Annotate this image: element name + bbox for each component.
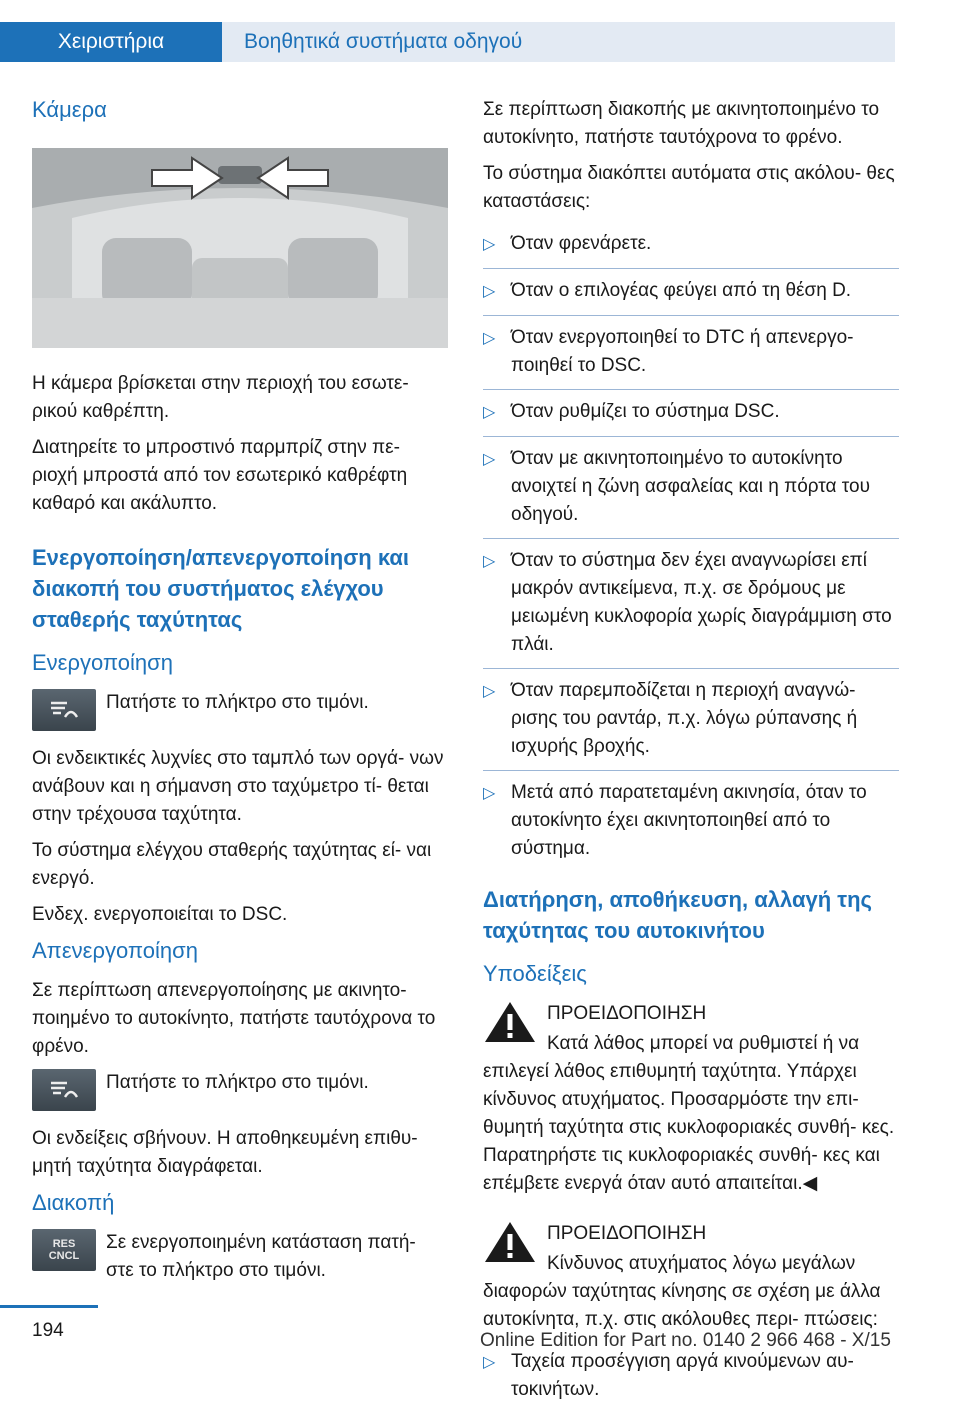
maintain-speed-heading: Διατήρηση, αποθήκευση, αλλαγή της ταχύτητας του αυτοκινήτου xyxy=(483,887,872,943)
activate-paragraph-1: Οι ενδεικτικές λυχνίες στο ταμπλό των οργά‐ νων ανάβουν και η σήμανση στο ταχύμετρο τί‐ θεται στην τρέχουσα ταχύτητα. xyxy=(32,748,444,825)
list-item: ▷ Όταν ενεργοποιηθεί το DTC ή απενεργο‐ ποιηθεί το DSC. xyxy=(483,316,899,390)
res-cncl-button-icon xyxy=(32,1229,96,1271)
edition-note: Online Edition for Part no. 0140 2 966 468 - X/15 xyxy=(480,1330,891,1351)
warning-triangle-icon xyxy=(483,1000,537,1044)
warning-2-title: ΠΡΟΕΙΔΟΠΟΙΗΣΗ xyxy=(547,1223,707,1244)
triangle-bullet-icon: ▷ xyxy=(483,330,496,347)
tab-controls: Χειριστήρια xyxy=(0,22,222,62)
activate-paragraph-3: Ενδεχ. ενεργοποιείται το DSC. xyxy=(32,904,288,925)
camera-heading: Κάμερα xyxy=(32,97,107,122)
activate-heading: Ενεργοποίηση xyxy=(32,650,173,675)
triangle-bullet-icon: ▷ xyxy=(483,404,496,421)
activate-paragraph-2: Το σύστημα ελέγχου σταθερής ταχύτητας εί‐ ναι ενεργό. xyxy=(32,840,432,889)
camera-paragraph-2: Διατηρείτε το μπροστινό παρμπρίζ στην πε‐ ριοχή μπροστά από τον εσωτερικό καθρέφτη καθαρό και ακάλυπτο. xyxy=(32,437,408,514)
list-item: ▷ Όταν με ακινητοποιημένο το αυτοκίνητο ανοιχτεί η ζώνη ασφαλείας και η πόρτα του οδηγού. xyxy=(483,437,899,539)
activate-instruction xyxy=(32,689,448,731)
interrupt-heading: Διακοπή xyxy=(32,1190,115,1215)
camera-paragraph-1: Η κάμερα βρίσκεται στην περιοχή του εσωτε‐ ρικού καθρέπτη. xyxy=(32,373,409,422)
list-item: ▷ Όταν παρεμποδίζεται η περιοχή αναγνώ‐ ρισης του ραντάρ, π.χ. λόγω ρύπανσης ή ισχυρής βροχής. xyxy=(483,669,899,771)
warning-2-list xyxy=(483,1342,899,1413)
res-label: RES xyxy=(52,1238,76,1250)
notes-heading: Υποδείξεις xyxy=(483,961,587,986)
cruise-control-button-icon xyxy=(32,689,96,731)
cncl-label: CNCL xyxy=(48,1250,80,1262)
list-item: ▷ Μετά από παρατεταμένη ακινησία, όταν το αυτοκίνητο έχει ακινητοποιηθεί από το σύστημα. xyxy=(483,771,899,872)
header-tabs xyxy=(0,22,895,62)
triangle-bullet-icon: ▷ xyxy=(483,236,496,253)
list-item: ▷ Όταν το σύστημα δεν έχει αναγνωρίσει επί μακρόν αντικείμενα, π.χ. σε δρόμους με μειωμένη κυκλοφορία χωρίς διαγράμμιση στο πλάι. xyxy=(483,539,899,669)
triangle-bullet-icon: ▷ xyxy=(483,683,496,700)
camera-location-photo xyxy=(32,148,448,348)
left-column xyxy=(32,96,448,1299)
interrupt-instruction xyxy=(32,1229,448,1285)
page-number: 194 xyxy=(32,1320,64,1341)
right-paragraph-1: Σε περίπτωση διακοπής με ακινητοποιημένο το αυτοκίνητο, πατήστε ταυτόχρονα το φρένο. xyxy=(483,99,880,148)
deactivate-paragraph-2: Οι ενδείξεις σβήνουν. Η αποθηκευμένη επιθυ‐ μητή ταχύτητα διαγράφεται. xyxy=(32,1128,418,1177)
interrupt-icon-text: Σε ενεργοποιημένη κατάσταση πατή‐ στε το πλήκτρο στο τιμόνι. xyxy=(106,1232,416,1281)
activate-icon-text: Πατήστε το πλήκτρο στο τιμόνι. xyxy=(106,692,369,713)
right-column xyxy=(483,96,899,1423)
deactivate-instruction xyxy=(32,1069,448,1111)
interrupt-conditions-list xyxy=(483,224,899,872)
deactivate-paragraph-1: Σε περίπτωση απενεργοποίησης με ακινητο‐ ποιημένο το αυτοκίνητο, πατήστε ταυτόχρονα το φρένο. xyxy=(32,980,436,1057)
triangle-bullet-icon: ▷ xyxy=(483,283,496,300)
list-item: ▷ Ταχεία προσέγγιση αργά κινούμενων αυ‐ τοκινήτων. xyxy=(483,1342,899,1413)
triangle-bullet-icon: ▷ xyxy=(483,785,496,802)
list-item: ▷ Όταν φρενάρετε. xyxy=(483,224,899,269)
footer-rule xyxy=(0,1305,98,1308)
section-heading: Ενεργοποίηση/απενεργοποίηση και διακοπή του συστήματος ελέγχου σταθερής ταχύτητας xyxy=(32,545,409,632)
warning-1-text: Κατά λάθος μπορεί να ρυθμιστεί ή να επιλεγεί λάθος επιθυμητή ταχύτητα. Υπάρχει κίνδυνος ατυχήματος. Προσαρμόστε την επι‐ θυμητή ταχύτητα στις κυκλοφοριακές συνθή‐ κες. Παρατηρήστε τις κυκλοφοριακές συνθή‐ κες και επέμβετε ενεργά όταν αυτό απαιτείται.◀ xyxy=(483,1033,895,1194)
list-item: ▷ Όταν ρυθμίζει το σύστημα DSC. xyxy=(483,390,899,437)
triangle-bullet-icon: ▷ xyxy=(483,451,496,468)
triangle-bullet-icon: ▷ xyxy=(483,553,496,570)
warning-triangle-icon xyxy=(483,1220,537,1264)
right-paragraph-2: Το σύστημα διακόπτει αυτόματα στις ακόλου‐ θες καταστάσεις: xyxy=(483,163,895,212)
deactivate-heading: Απενεργοποίηση xyxy=(32,938,198,963)
warning-1-title: ΠΡΟΕΙΔΟΠΟΙΗΣΗ xyxy=(547,1003,707,1024)
warning-2-text: Κίνδυνος ατυχήματος λόγω μεγάλων διαφορών ταχύτητας κίνησης σε σχέση με άλλα αυτοκίνητα, π.χ. στις ακόλουθες περι‐ πτώσεις: xyxy=(483,1253,881,1330)
cruise-control-button-icon xyxy=(32,1069,96,1111)
tab-driver-assistance: Βοηθητικά συστήματα οδηγού xyxy=(222,22,895,62)
deactivate-icon-text: Πατήστε το πλήκτρο στο τιμόνι. xyxy=(106,1072,369,1093)
triangle-bullet-icon: ▷ xyxy=(483,1354,496,1371)
list-item: ▷ Όταν ο επιλογέας φεύγει από τη θέση D. xyxy=(483,269,899,316)
